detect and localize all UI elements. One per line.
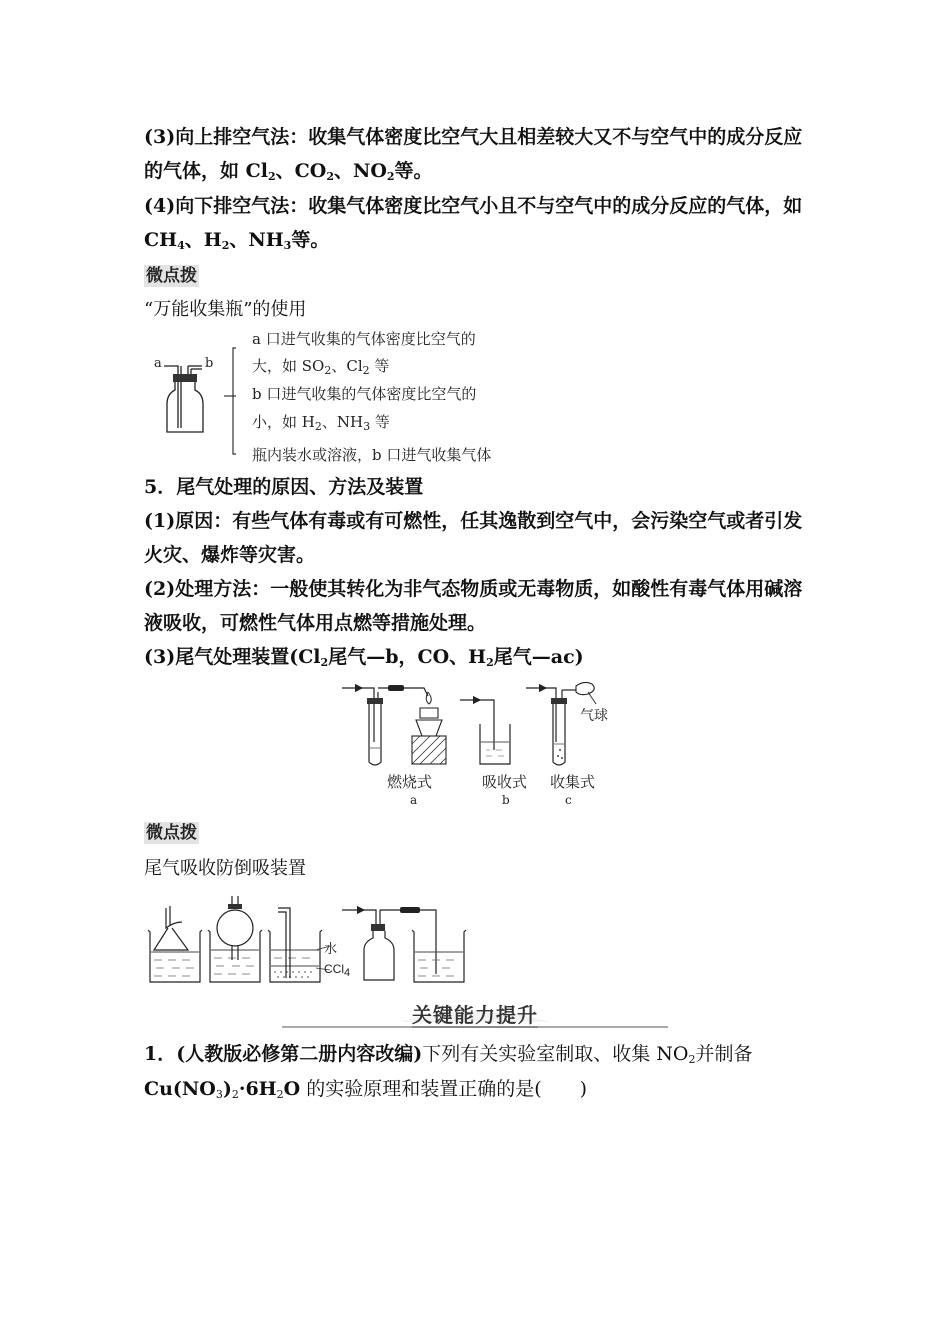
subscript: 3 [363,420,371,433]
text: 、NO [333,160,387,182]
subscript: 2 [267,170,276,183]
text: 、CO [275,160,327,182]
text: 的实验原理和装置正确的是( ) [300,1078,588,1100]
text: 下列有关实验室制取、收集 NO [422,1043,689,1065]
tip-badge-2: 微点拨 [146,823,197,843]
text: (3)尾气处理装置(Cl [144,646,321,668]
reason-line2: 火灾、爆炸等灾害。 [144,544,316,566]
anti-backflow-diagram [144,894,474,986]
subscript: 2 [326,170,334,183]
section-banner [282,996,668,1032]
para-downward-line2 [144,228,329,252]
method-line1: (2)处理方法：一般使其转化为非气态物质或无毒物质，如酸性有毒气体用碱溶 [144,578,803,600]
combustion-sub: a [410,793,418,807]
text: 、NH [321,413,364,431]
text: 尾气—ac) [493,646,584,668]
subscript: 2 [324,364,332,377]
ccl4-label [324,962,351,979]
question-1-line1 [144,1042,752,1066]
collection-label: 收集式 [550,773,596,791]
absorption-label: 吸收式 [482,773,528,791]
subscript: 2 [314,420,322,433]
question-1-line2 [144,1077,587,1101]
subscript: 2 [688,1053,696,1066]
bottle-note-4 [252,412,390,432]
text: Cu(NO [144,1078,216,1100]
bottle-note-2 [252,356,389,376]
text: 等。 [291,229,330,251]
text: O [283,1078,301,1100]
para-downward-line1: (4)向下排空气法：收集气体密度比空气小且不与空气中的成分反应的气体，如 [144,195,803,217]
text: 、H [184,229,222,251]
question-1-source: 1．(人教版必修第二册内容改编) [144,1043,423,1065]
subscript: 2 [486,656,494,669]
subscript: 2 [320,656,329,669]
device-line [144,645,584,669]
text: 的气体，如 Cl [144,160,268,182]
tip-title: “万能收集瓶”的使用 [144,299,307,320]
collection-sub: c [565,793,572,807]
reason-line1: (1)原因：有些气体有毒或有可燃性，任其逸散到空气中，会污染空气或者引发 [144,510,803,532]
water-label: 水 [324,942,338,957]
text: 小，如 H [252,413,315,431]
text: 等 [370,413,390,431]
subscript: 4 [177,239,185,252]
text: 并制备 [695,1043,753,1065]
subscript: 2 [362,364,370,377]
subscript: 2 [221,239,230,252]
bottle-note-5: 瓶内装水或溶液，b 口进气收集气体 [252,446,492,464]
usage-bracket [224,346,238,458]
subscript: 3 [215,1088,223,1101]
subscript: 3 [283,239,292,252]
subscript: 4 [344,967,351,979]
absorption-sub: b [502,793,510,807]
bottle-note-3: b 口进气收集的气体密度比空气的 [252,385,477,403]
para-upward-line2 [144,159,433,183]
tip-title-2: 尾气吸收防倒吸装置 [144,858,306,879]
text: 、Cl [331,357,363,375]
para-upward-line1: (3)向上排空气法：收集气体密度比空气大且相差较大又不与空气中的成分反应 [144,126,803,148]
text: 、NH [229,229,284,251]
text: CCl [324,962,344,976]
method-line2: 液吸收，可燃性气体用点燃等措施处理。 [144,612,487,634]
banner-title: 关键能力提升 [412,1003,538,1027]
bottle-note-1: a 口进气收集的气体密度比空气的 [252,330,476,348]
text: 等。 [394,160,433,182]
balloon-label: 气球 [580,708,608,724]
text: 大，如 SO [252,357,325,375]
text: 等 [369,357,390,375]
tip-badge: 微点拨 [146,266,197,286]
section-5-heading: 5．尾气处理的原因、方法及装置 [144,476,424,498]
text: CH [144,229,178,251]
port-b-label: b [205,356,214,371]
text: ·6H [238,1078,277,1100]
port-a-label: a [154,356,162,371]
subscript: 2 [231,1088,239,1101]
subscript: 2 [276,1088,284,1101]
subscript: 2 [386,170,395,183]
text: 尾气—b，CO、H [328,646,487,668]
text: ) [222,1078,232,1100]
combustion-label: 燃烧式 [387,773,433,791]
